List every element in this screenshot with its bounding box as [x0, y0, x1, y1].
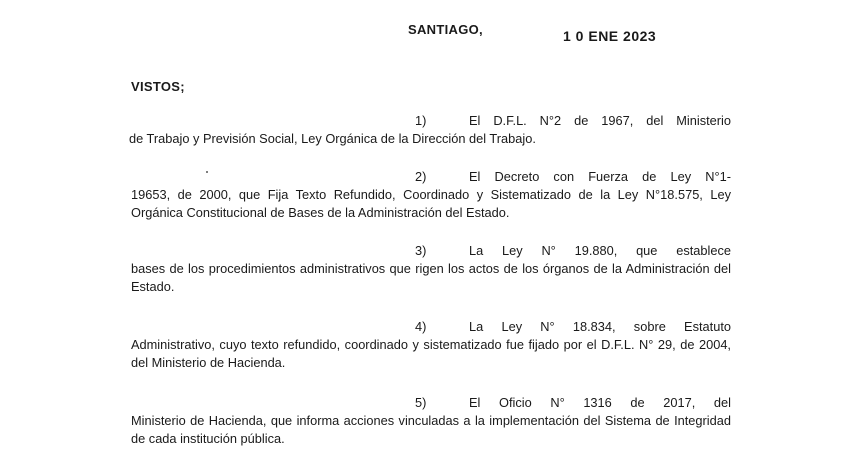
- item-lead-text: El Decreto con Fuerza de Ley N°1-: [469, 169, 731, 184]
- vistos-item-4: [131, 318, 731, 372]
- date-stamp: 1 0 ENE 2023: [563, 28, 657, 44]
- item-body-text: Administrativo, cuyo texto refundido, coordinado y sistematizado fue fijado por el D.F.L. N° 29, de 2004, del Ministerio de Hacienda.: [131, 337, 731, 370]
- vistos-item-3: [131, 242, 731, 296]
- item-number: 2): [415, 169, 427, 184]
- item-lead-text: La Ley N° 18.834, sobre Estatuto: [469, 319, 731, 334]
- item-body-text: Ministerio de Hacienda, que informa acciones vinculadas a la implementación del Sistema de Integridad de cada institución pública.: [131, 413, 731, 446]
- vistos-item-2: [131, 168, 731, 222]
- item-number: 1): [415, 113, 427, 128]
- city-heading: SANTIAGO,: [408, 22, 483, 37]
- item-lead-text: La Ley N° 19.880, que establece: [469, 243, 731, 258]
- item-body-text: de Trabajo y Previsión Social, Ley Orgánica de la Dirección del Trabajo.: [129, 131, 536, 146]
- item-body-text: 19653, de 2000, que Fija Texto Refundido, Coordinado y Sistematizado de la Ley N°18.575, Ley Orgánica Constitucional de Bases de la Administración del Estado.: [131, 187, 731, 220]
- item-body-text: bases de los procedimientos administrativos que rigen los actos de los órganos de la Administración del Estado.: [131, 261, 731, 294]
- vistos-item-1: [131, 112, 731, 148]
- item-number: 5): [415, 395, 427, 410]
- item-lead-text: El Oficio N° 1316 de 2017, del: [469, 395, 731, 410]
- item-lead-text: El D.F.L. N°2 de 1967, del Ministerio: [469, 113, 731, 128]
- item-number: 4): [415, 319, 427, 334]
- vistos-heading: VISTOS;: [131, 79, 185, 94]
- item-number: 3): [415, 243, 427, 258]
- vistos-item-5: [131, 394, 731, 448]
